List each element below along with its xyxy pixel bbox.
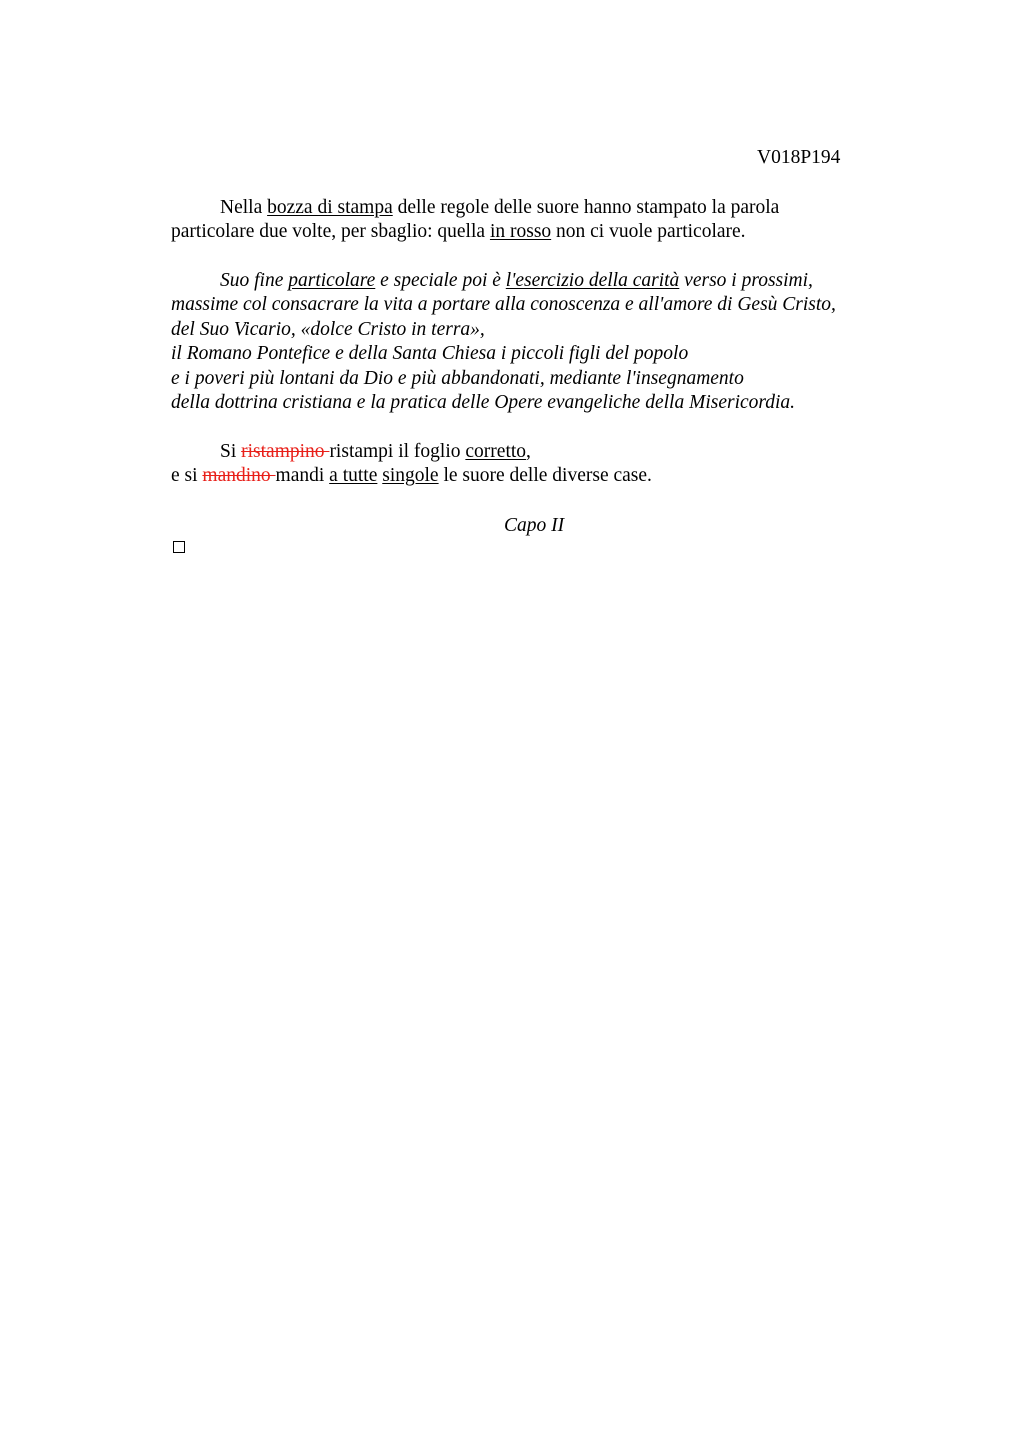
paragraph-rule-text [171, 269, 891, 415]
paragraph-line: e i poveri più lontani da Dio e più abbandonati, mediante l'insegnamento [171, 367, 744, 389]
text-run: mandi [275, 465, 330, 487]
chapter-heading: Capo II [504, 515, 565, 536]
paragraph-line [171, 269, 891, 293]
paragraph-line [171, 196, 891, 220]
paragraph-correction [171, 440, 891, 489]
text-run: , [526, 441, 531, 462]
underlined-text: corretto [465, 441, 527, 462]
paragraph-line: il Romano Pontefice e della Santa Chiesa i piccoli figli del popolo [171, 343, 689, 365]
text-run: Si [220, 441, 242, 462]
underlined-text: a tutte [329, 465, 378, 487]
underlined-text: bozza di stampa [267, 197, 393, 218]
underlined-text: in rosso [489, 221, 552, 243]
paragraph-line [171, 440, 891, 464]
paragraph-line: del Suo Vicario, «dolce Cristo in terra», [171, 318, 485, 340]
text-run: ristampi il foglio [329, 441, 466, 462]
text-run: e speciale poi è [375, 270, 506, 291]
underlined-text: singole [382, 465, 439, 487]
underlined-text: particolare [288, 270, 376, 291]
text-run: Suo fine [220, 270, 289, 291]
text-run: particolare due volte, per sbaglio: quella [171, 221, 490, 243]
paragraph-line [171, 464, 891, 488]
checkbox-square-icon [173, 541, 185, 553]
deleted-text: mandino [202, 465, 276, 487]
paragraph-line [171, 220, 891, 244]
text-run: e si [171, 465, 203, 487]
paragraph-line: massime col consacrare la vita a portare alla conoscenza e all'amore di Gesù Cristo, [171, 294, 836, 316]
paragraph-proof-note [171, 196, 891, 245]
text-run: verso i prossimi, [679, 270, 813, 291]
text-run: Nella [220, 197, 268, 218]
document-id: V018P194 [757, 147, 841, 168]
deleted-text: ristampino [241, 441, 330, 462]
underlined-text: l'esercizio della carità [505, 270, 680, 291]
text-run: delle regole delle suore hanno stampato la parola [392, 197, 780, 218]
paragraph-line: della dottrina cristiana e la pratica delle Opere evangeliche della Misericordia. [171, 392, 796, 414]
text-run: le suore delle diverse case. [438, 465, 652, 487]
text-run: non ci vuole particolare. [551, 221, 746, 243]
